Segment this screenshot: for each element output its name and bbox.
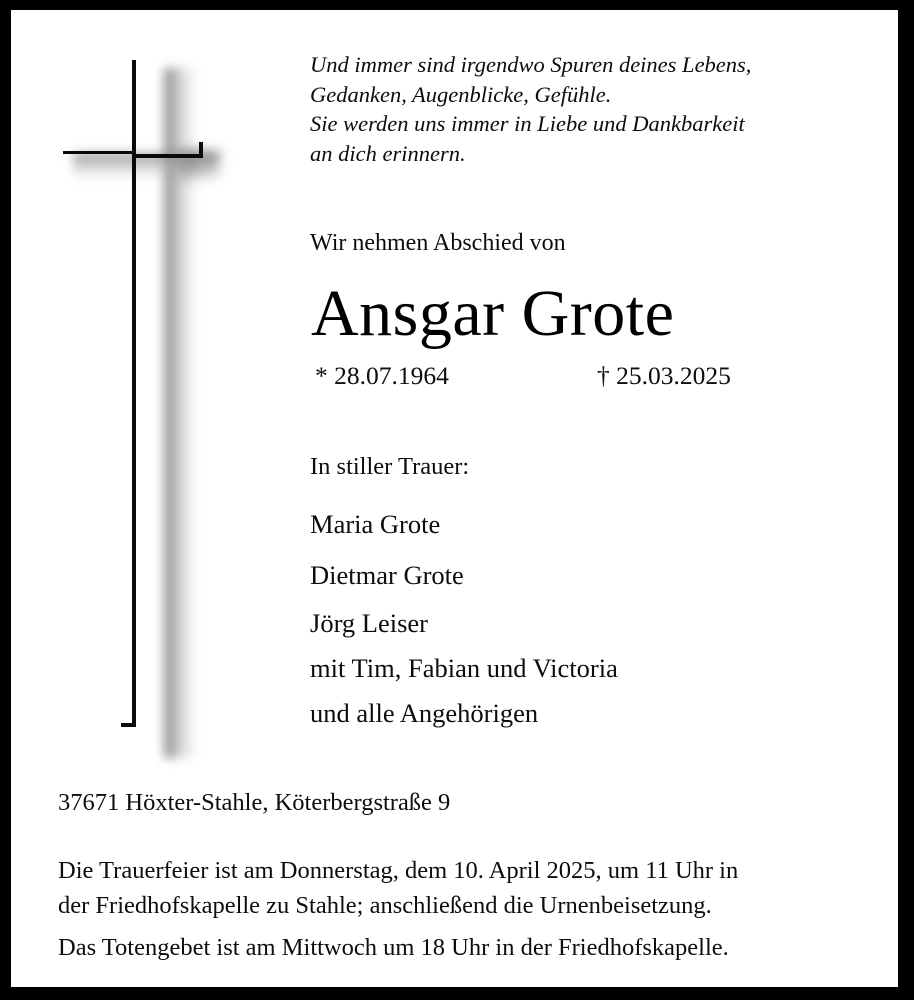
mourning-label: In stiller Trauer: [310,453,470,480]
verse-line-3: Sie werden uns immer in Liebe und Dankbarkeit [310,111,745,136]
verse-line-4: an dich erinnern. [310,140,466,166]
death-date: † 25.03.2025 [597,361,731,390]
birth-date: * 28.07.1964 [315,361,449,390]
christian-cross-icon [51,50,251,750]
memorial-verse [310,50,870,168]
notice-paper [11,10,898,987]
farewell-text: Wir nehmen Abschied von [310,230,566,256]
mourner-name: mit Tim, Fabian und Victoria [310,653,618,683]
cross-corner-shadow [179,150,221,180]
service-line-1: Die Trauerfeier ist am Donnerstag, dem 10. April 2025, um 11 Uhr in [58,857,739,884]
address-line: 37671 Höxter-Stahle, Köterbergstraße 9 [58,789,451,816]
deceased-name: Ansgar Grote [311,277,675,350]
verse-line-2: Gedanken, Augenblicke, Gefühle. [310,81,612,107]
cross-foot-stroke [121,723,136,727]
verse-line-1: Und immer sind irgendwo Spuren deines Lebens, [310,52,752,77]
cross-vertical-stroke [132,60,136,727]
service-line-2: der Friedhofskapelle zu Stahle; anschließend die Urnenbeisetzung. [58,892,712,919]
funeral-service-text [58,853,878,923]
mourner-name: Dietmar Grote [310,560,464,590]
cross-right-arm-tip [199,142,203,158]
mourner-name: Maria Grote [310,509,441,539]
mourner-name: Jörg Leiser [310,608,428,638]
cross-horizontal-shadow [73,153,218,179]
mourner-name: und alle Angehörigen [310,698,539,728]
cross-right-arm-stroke [136,154,203,158]
cross-left-arm-stroke [63,151,135,154]
prayer-text: Das Totengebet ist am Mittwoch um 18 Uhr in der Friedhofskapelle. [58,934,729,961]
cross-vertical-shadow [164,68,198,758]
mourners-list [310,499,830,736]
